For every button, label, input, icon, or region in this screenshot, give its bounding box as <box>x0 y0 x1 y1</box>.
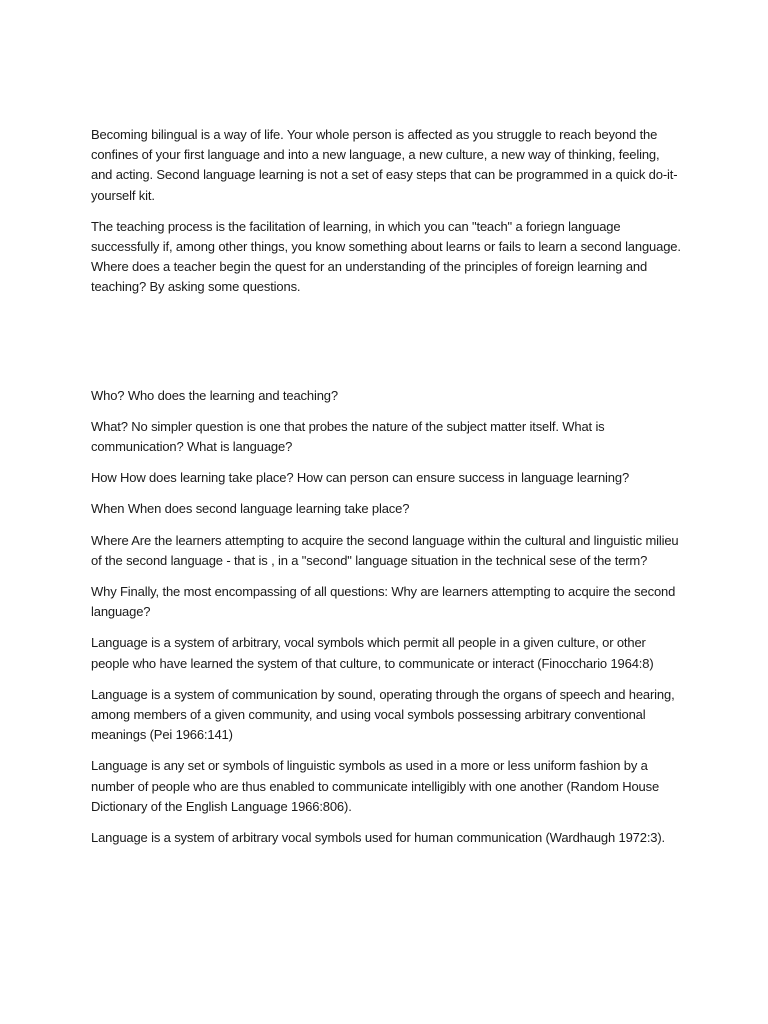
question-who: Who? Who does the learning and teaching? <box>91 387 338 403</box>
definition-pei: Language is a system of communication by sound, operating through the organs of speech and hearing, among members of a given community, and using vocal symbols possessing arbitrary conventional meanings (Pei 1966:141) <box>91 686 675 743</box>
definition-finocchario: Language is a system of arbitrary, vocal symbols which permit all people in a given culture, or other people who have learned the system of that culture, to communicate or interact (Finocchario 1964:8) <box>91 635 654 671</box>
question-why: Why Finally, the most encompassing of all questions: Why are learners attempting to acquire the second language? <box>91 584 676 620</box>
definition-wardhaugh: Language is a system of arbitrary vocal symbols used for human communication (Wardhaugh 1972:3). <box>91 830 666 846</box>
question-where: Where Are the learners attempting to acquire the second language within the cultural and linguistic milieu of the second language - that is , in a "second" language situation in the technical sese of the term? <box>91 532 679 568</box>
blank-space <box>91 309 681 386</box>
question-when: When When does second language learning take place? <box>91 501 410 517</box>
definition-random-house: Language is any set or symbols of linguistic symbols as used in a more or less uniform fashion by a number of people who are thus enabled to communicate intelligibly with one another (Random House Dictionary of the English Language 1966:806). <box>91 758 660 814</box>
document-body <box>91 125 681 859</box>
question-what: What? No simpler question is one that probes the nature of the subject matter itself. What is communication? What is language? <box>91 418 605 455</box>
question-how: How How does learning take place? How can person can ensure success in language learning? <box>91 470 630 486</box>
intro-paragraph-bilingual: Becoming bilingual is a way of life. Your whole person is affected as you struggle to reach beyond the confines of your first language and into a new language, a new culture, a new way of thinking, feeling, and acting. Second language learning is not a set of easy steps that can be programmed in a quick do-it-yourself kit. <box>91 127 678 203</box>
intro-paragraph-teaching-process: The teaching process is the facilitation of learning, in which you can "teach" a foriegn language successfully if, among other things, you know something about learns or fails to learn a second language. Where does a teacher begin the quest for an understanding of the principles of foreign learning and teaching? By asking some questions. <box>91 218 681 295</box>
